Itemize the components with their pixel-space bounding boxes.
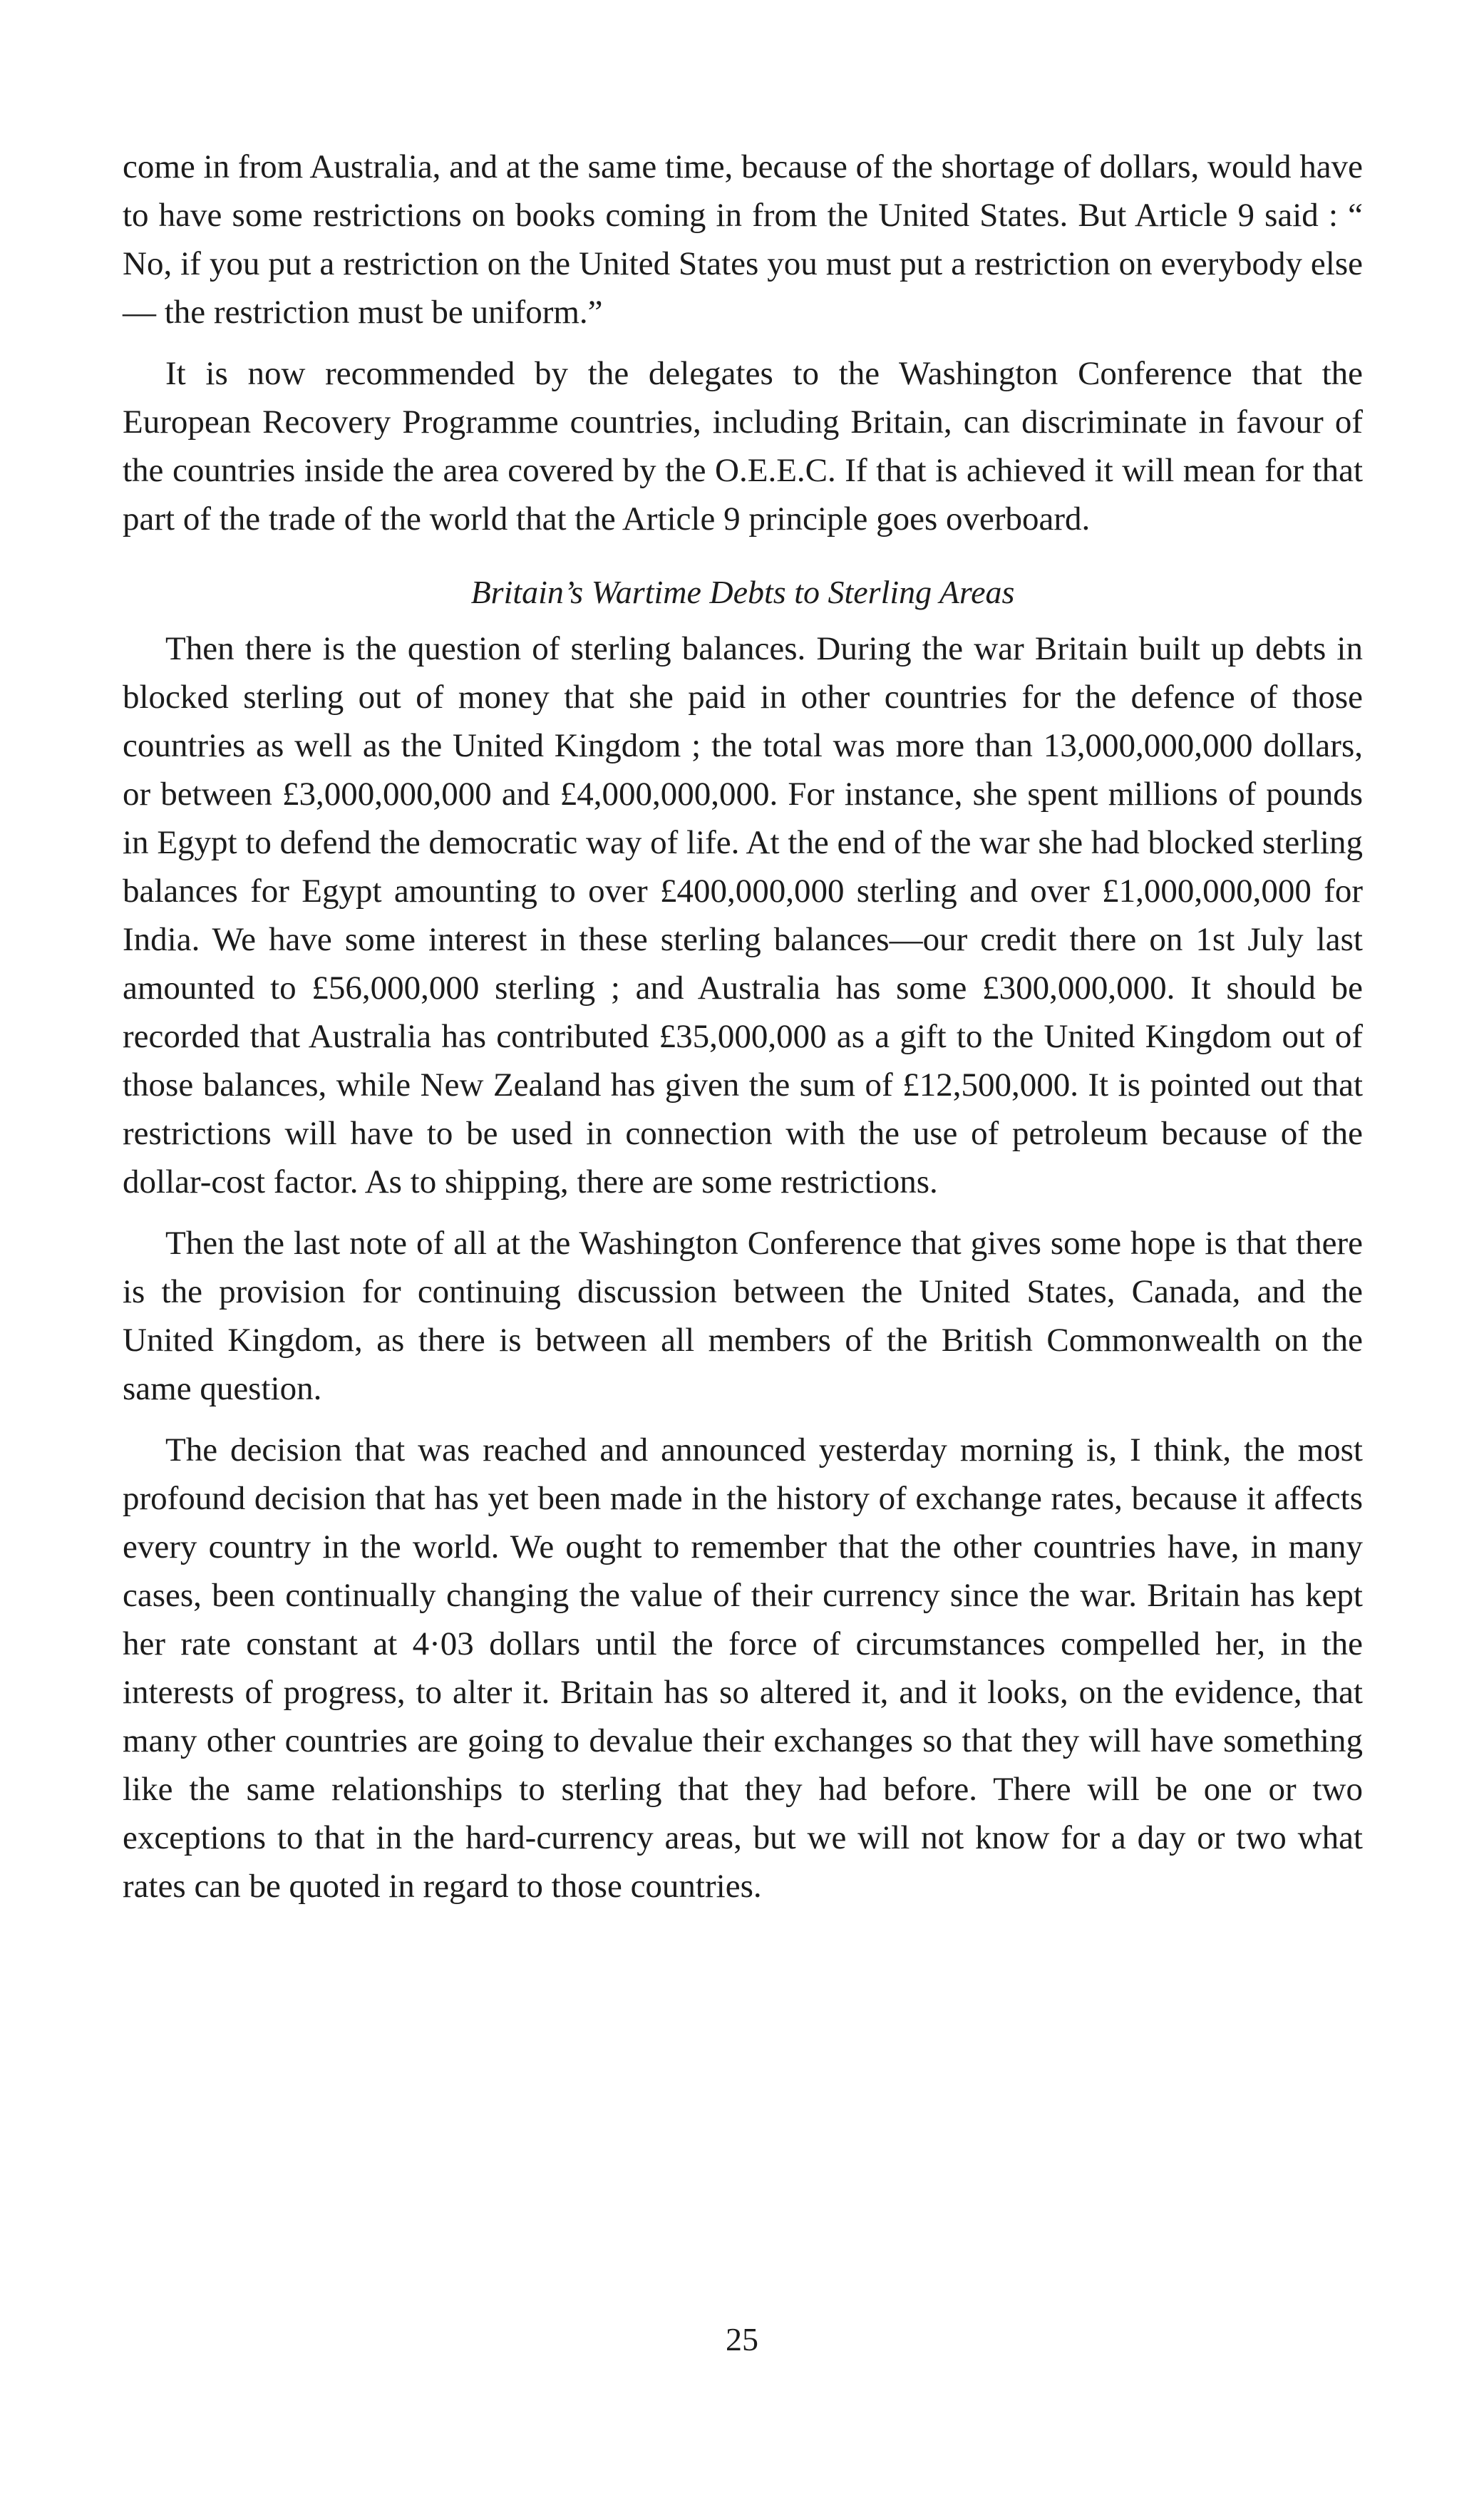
paragraph-exchange-rates: The decision that was reached and announced yesterday morning is, I think, the most profound decision that has yet been made in the history of exchange rates, because it affects every country in the world. We ought to remember that the other countries have, in many cases, been continually changing the value of their currency since the war. Britain has kept her rate constant at 4·03 dollars until the force of circumstances compelled her, in the interests of progress, to alter it. Britain has so altered it, and it looks, on the evidence, that many other countries are going to devalue their exchanges so that they will have something like the same relationships to sterling that they had before. There will be one or two exceptions to that in the hard-currency areas, but we will not know for a day or two what rates can be quoted in regard to those countries. [123,1431,1363,1905]
paragraph-sterling-balances: Then there is the question of sterling balances. During the war Britain built up debts in blocked sterling out of money that she paid in other countries for the defence of those countries as well as the United Kingdom ; the total was more than 13,000,000,000 dollars, or between £3,000,000,000 and £4,000,000,000. For instance, she spent millions of pounds in Egypt to defend the democratic way of life. At the end of the war she had blocked sterling balances for Egypt amounting to over £400,000,000 sterling and over £1,000,000,000 for India. We have some interest in these sterling balances—our credit there on 1st July last amounted to £56,000,000 sterling ; and Australia has some £300,000,000. It should be recorded that Australia has contributed £35,000,000 as a gift to the United Kingdom out of those balances, while New Zealand has given the sum of £12,500,000. It is pointed out that restrictions will have to be used in connection with the use of petroleum because of the dollar-cost factor. As to shipping, there are some restrictions. [123,630,1363,1200]
body-text [123,143,1363,1923]
paragraph-continuing-discussion: Then the last note of all at the Washington Conference that gives some hope is that there is the provision for continuing discussion between the United States, Canada, and the United Kingdom, as there is between all members of the British Commonwealth on the same question. [123,1225,1363,1407]
section-heading: Britain’s Wartime Debts to Sterling Areas [470,574,1015,610]
paragraph-continuation: come in from Australia, and at the same time, because of the shortage of dollars, would have to have some restrictions on books coming in from the United States. But Article 9 said : “ No, if you put a restriction on the United States you must put a restriction on everybody else— the restriction must be uniform.” [123,148,1363,331]
paragraph-washington-conference: It is now recommended by the delegates to the Washington Conference that the European Recovery Programme countries, including Britain, can discriminate in favour of the countries inside the area covered by the O.E.E.C. If that is achieved it will mean for that part of the trade of the world that the Article 9 principle goes overboard. [123,355,1363,538]
page-number: 25 [726,2321,758,2357]
